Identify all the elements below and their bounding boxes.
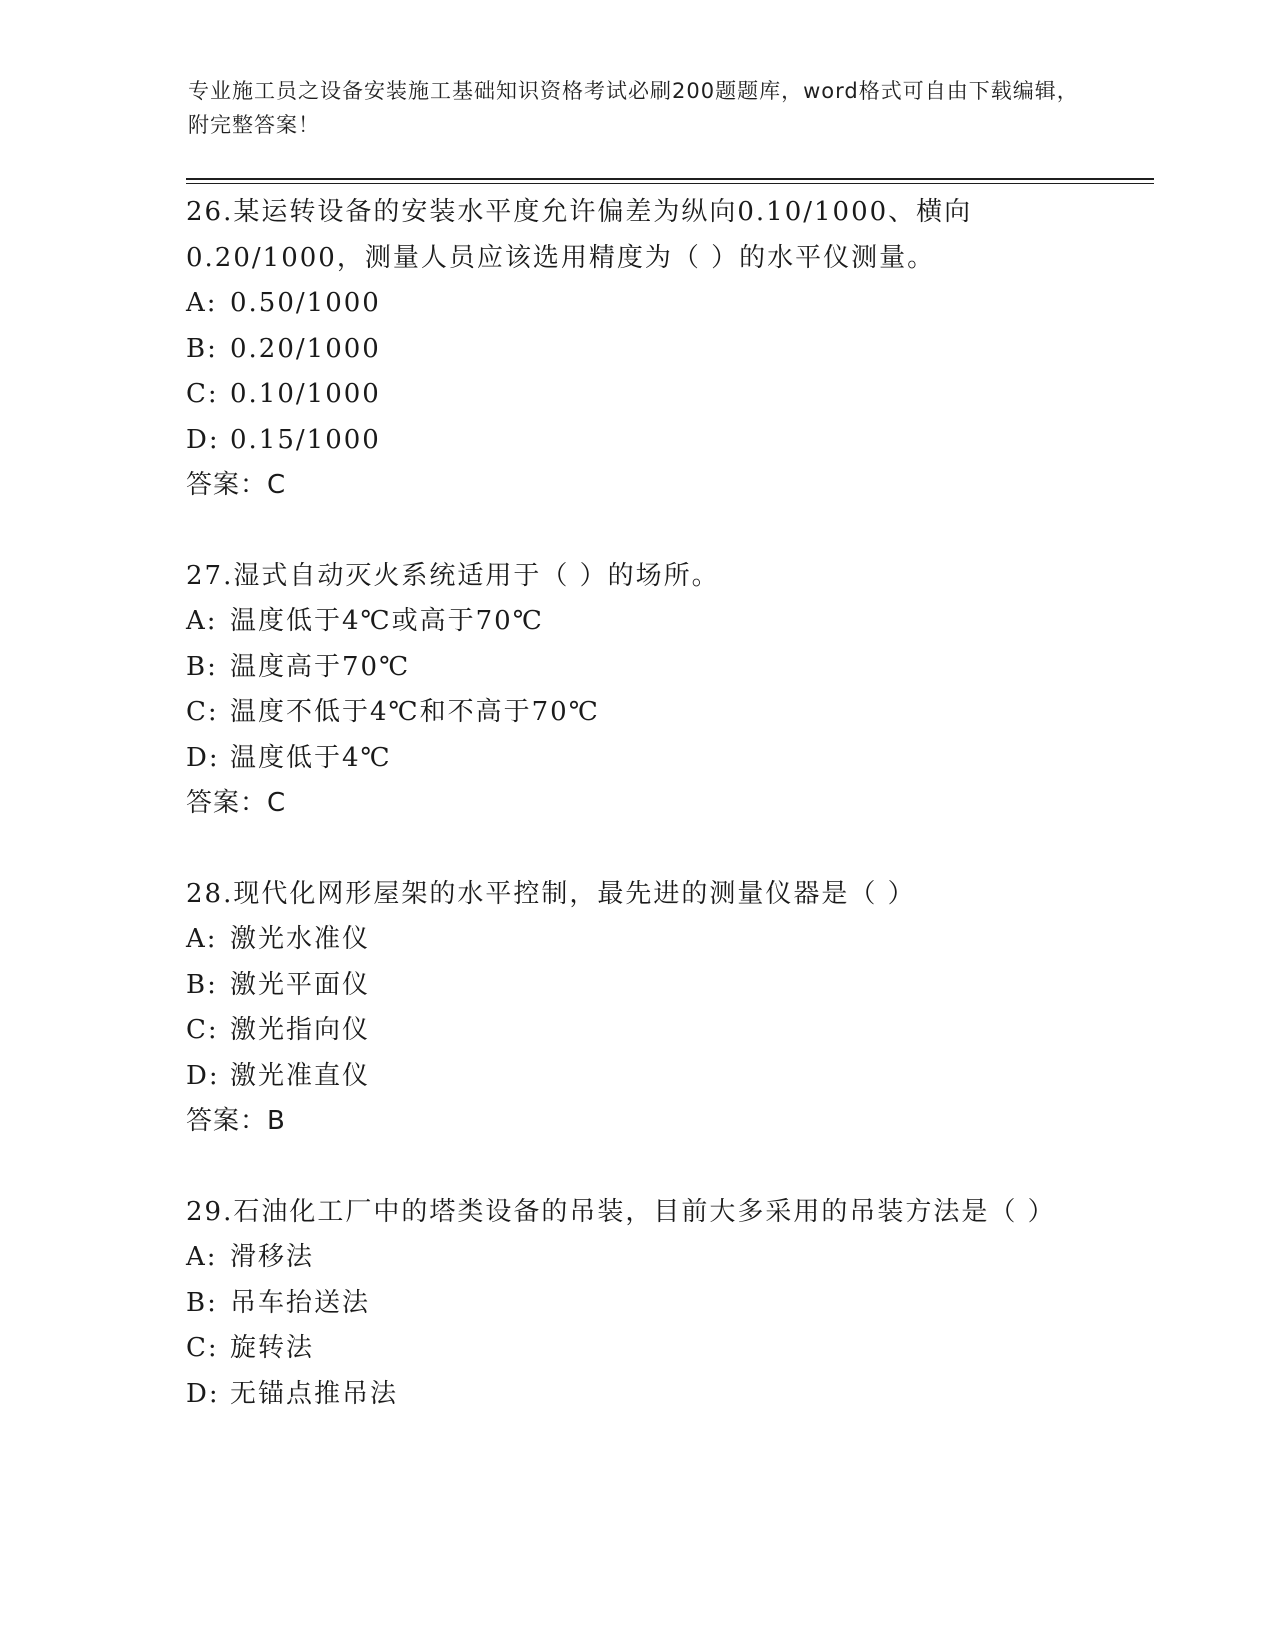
option-text: 温度不低于4℃和不高于70℃ (230, 697, 600, 727)
option-d (186, 418, 1086, 464)
option-text: 0.20/1000 (230, 333, 381, 364)
option-letter: A: (186, 288, 218, 318)
option-a (186, 281, 1086, 327)
option-text: 激光平面仪 (230, 969, 371, 1000)
option-b (186, 963, 1086, 1009)
option-b (186, 327, 1086, 373)
option-text: 0.15/1000 (230, 424, 381, 455)
question-stem: 26.某运转设备的安装水平度允许偏差为纵向0.10/1000、横向 0.20/1000，测量人员应该选用精度为（ ）的水平仪测量。 (186, 197, 973, 273)
option-text: 温度低于4℃ (230, 742, 392, 773)
option-b (186, 645, 1086, 691)
option-c (186, 1008, 1086, 1054)
option-letter: A: (186, 1242, 218, 1272)
document-header: 专业施工员之设备安装施工基础知识资格考试必刷200题题库，word格式可自由下载编辑，附完整答案！ (188, 79, 1079, 137)
answer-line: 答案：B (186, 1106, 286, 1136)
header-divider-thick (186, 178, 1154, 180)
option-text: 激光水准仪 (230, 924, 371, 954)
option-letter: B: (186, 1287, 218, 1318)
question-stem: 29.石油化工厂中的塔类设备的吊装，目前大多采用的吊装方法是（ ） (186, 1196, 1056, 1227)
option-letter: B: (186, 651, 218, 682)
option-letter: D: (186, 424, 220, 455)
option-text: 吊车抬送法 (230, 1287, 371, 1318)
option-text: 激光准直仪 (230, 1060, 371, 1091)
option-text: 温度高于70℃ (230, 651, 411, 682)
option-a (186, 917, 1086, 963)
option-letter: D: (186, 742, 220, 773)
option-text: 无锚点推吊法 (230, 1378, 399, 1409)
option-text: 0.10/1000 (230, 379, 381, 409)
option-c (186, 372, 1086, 418)
option-letter: D: (186, 1060, 220, 1091)
header-divider-thin (186, 183, 1154, 184)
option-a (186, 599, 1086, 645)
question-29 (186, 1190, 1086, 1418)
option-b (186, 1281, 1086, 1327)
option-c (186, 690, 1086, 736)
option-text: 0.50/1000 (230, 288, 381, 318)
option-c (186, 1326, 1086, 1372)
option-letter: A: (186, 924, 218, 954)
option-text: 滑移法 (230, 1242, 315, 1272)
option-letter: D: (186, 1378, 220, 1409)
answer-line: 答案：C (186, 788, 287, 818)
option-text: 激光指向仪 (230, 1015, 371, 1045)
option-letter: B: (186, 969, 218, 1000)
option-text: 温度低于4℃或高于70℃ (230, 606, 544, 636)
option-letter: C: (186, 1015, 219, 1045)
option-d (186, 736, 1086, 782)
answer-line: 答案：C (186, 470, 287, 500)
question-28 (186, 872, 1086, 1145)
option-a (186, 1235, 1086, 1281)
question-list (186, 190, 1086, 1417)
question-27 (186, 554, 1086, 827)
option-d (186, 1372, 1086, 1418)
question-26 (186, 190, 1086, 509)
option-letter: C: (186, 1333, 219, 1363)
option-d (186, 1054, 1086, 1100)
option-letter: C: (186, 697, 219, 727)
question-stem: 27.湿式自动灭火系统适用于（ ）的场所。 (186, 560, 720, 591)
option-letter: A: (186, 606, 218, 636)
option-letter: B: (186, 333, 218, 364)
option-text: 旋转法 (230, 1333, 315, 1363)
question-stem-line2: 0.20/1000，测量人员应该选用精度为（ ）的水平仪测量。 (186, 242, 936, 273)
question-stem: 28.现代化网形屋架的水平控制，最先进的测量仪器是（ ） (186, 878, 916, 909)
option-letter: C: (186, 379, 219, 409)
